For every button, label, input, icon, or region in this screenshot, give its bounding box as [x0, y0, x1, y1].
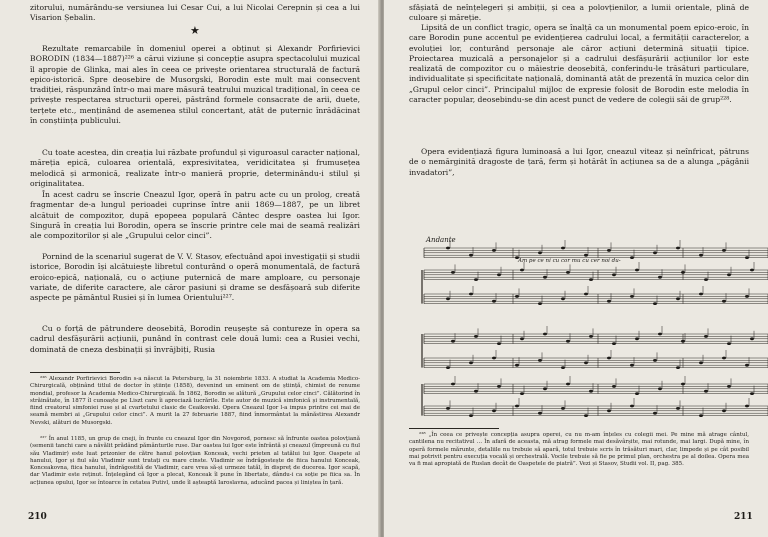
- note-head: [497, 342, 501, 345]
- score-staves: [422, 240, 768, 417]
- score-lyrics: Am pe ce ni cu cor mu cu cer noi du-: [518, 258, 621, 264]
- note-head: [451, 383, 455, 386]
- note-head: [515, 364, 519, 367]
- note-head: [474, 278, 478, 281]
- note-head: [653, 412, 657, 415]
- note-head: [607, 249, 611, 252]
- note-head: [653, 251, 657, 254]
- note-head: [676, 247, 680, 250]
- note-head: [538, 359, 542, 362]
- note-head: [492, 249, 496, 252]
- note-head: [492, 357, 496, 360]
- note-head: [515, 295, 519, 298]
- note-head: [538, 302, 542, 305]
- note-head: [584, 361, 588, 364]
- note-head: [722, 357, 726, 360]
- note-head: [653, 359, 657, 362]
- note-head: [497, 273, 501, 276]
- note-head: [676, 297, 680, 300]
- note-head: [520, 392, 524, 395]
- note-head: [745, 405, 749, 408]
- note-head: [589, 278, 593, 281]
- note-head: [469, 414, 473, 417]
- note-head: [612, 385, 616, 388]
- note-head: [520, 337, 524, 340]
- paragraph-borodin-intro: Rezultate remarcabile în domeniul operei a obținut și Alexandr Porfirievici BORODIN (1834—1887)²²⁶ a cărui viziune și concepție asupra spectacolului muzical îl apropie de Glinka, mai ales în ceea ce privește orientarea structurală de factură epico-istorică. Spre deosebire de Musorgski, Borodin este mult mai consecvent tradiției, răspunzând într-o mai mare măsură teatrului muzical tradițional, în ceea ce privește respectarea structurii operei, păstrând formele consacrate de arii, duete, terțete etc., menținând de asemenea stilul concertant, atât de puternic înrădăcinat în conștiința publicului.: [30, 44, 360, 126]
- note-head: [469, 254, 473, 257]
- note-head: [704, 335, 708, 338]
- footnote-separator-right: [409, 428, 499, 429]
- note-head: [676, 366, 680, 369]
- note-head: [497, 385, 501, 388]
- note-head: [538, 251, 542, 254]
- note-head: [727, 385, 731, 388]
- page-number-right: 211: [734, 512, 753, 522]
- note-head: [699, 414, 703, 417]
- page-number-left: 210: [28, 512, 47, 522]
- note-head: [607, 357, 611, 360]
- note-head: [607, 300, 611, 303]
- note-head: [474, 335, 478, 338]
- footnote-226: ²²⁶ Alexandr Porfirievici Borodin s-a născut la Petersburg, la 31 noiembrie 1833. A studiat la Academia Medico-Chirurgicală, obținând titlul de doctor în științe (1858), devenind un eminent om de știință, chimist de renume mondial, profesor la Academia Medico-Chirurgicală. În 1862, Borodin se alătură „Grupului celor cinci”. Călătorind în străinătate, în 1877 îl cunoaște pe Liszt care îi apreciază lucrările. Este autor de muzică simfonică și instrumentală, fiind creatorul simfoniei ruse și al cvartetului clasic de Ceaikovski. Opera Cneazul Igor l-a impus printre cei mai de seamă membri ai „Grupului celor cinci”. A murit la 27 februarie 1887, fiind înmormântat la mănăstirea Alexandr Nevski, alături de Musorgski.: [30, 376, 360, 426]
- note-head: [676, 407, 680, 410]
- note-head: [492, 300, 496, 303]
- note-head: [722, 409, 726, 412]
- note-head: [681, 340, 685, 343]
- note-head: [543, 333, 547, 336]
- note-head: [584, 254, 588, 257]
- note-head: [722, 249, 726, 252]
- note-head: [543, 387, 547, 390]
- note-head: [515, 405, 519, 408]
- paragraph-igor-figure: Opera evidențiază figura luminoasă a lui Igor, cneazul viteaz și neînfricat, pătruns de o nemărginită dragoste de țară, ferm și hotărât în acțiunea sa de a alunga „păgânii invadatori”,: [409, 147, 749, 177]
- note-head: [584, 293, 588, 296]
- note-head: [699, 361, 703, 364]
- note-head: [446, 366, 450, 369]
- note-head: [658, 276, 662, 279]
- note-head: [446, 247, 450, 250]
- note-head: [704, 390, 708, 393]
- paragraph-stasov-scenario: Pornind de la scenariul sugerat de V. V. Stasov, efectuând apoi investigații și studii istorice, Borodin își alcătuiește libretul conturând o operă monumentală, de factură eroico-epică, națională, cu o acțiune puternică de mare amploare, cu personaje variate, de diferite caractere, ale căror pasiuni și drame se desfășoară sub diferite aspecte pe pământul Rusiei și în lumea Orientului²²⁷.: [30, 252, 360, 303]
- note-head: [538, 412, 542, 415]
- paragraph-continuation: sfâșiată de neînțelegeri și ambiții, și cea a polovțienilor, a lumii orientale, plină de culoare și măreție.: [409, 3, 749, 23]
- note-head: [699, 254, 703, 257]
- note-head: [561, 407, 565, 410]
- note-head: [681, 383, 685, 386]
- note-head: [566, 271, 570, 274]
- note-head: [520, 269, 524, 272]
- section-separator: ★: [190, 24, 200, 37]
- left-page: [0, 0, 380, 537]
- note-head: [630, 256, 634, 259]
- note-head: [630, 364, 634, 367]
- note-head: [612, 342, 616, 345]
- note-head: [699, 293, 703, 296]
- note-head: [584, 414, 588, 417]
- paragraph-epic-poem: Lipsită de un conflict tragic, opera se înalță ca un monumental poem epico-eroic, în care Borodin pune accentul pe evidențierea cadrului local, a fermității caracterelor, a evoluției lor, conturând personaje ale căror acțiuni determină situații tipice. Proiectarea muzicală a personajelor și a cadrului desfășurării acțiunilor lor este realizată de compozitor cu o măiestrie deosebită, conferindu-le trăsături particulare, individualitate și specificitate națională, dominantă atât de prezentă în muzica celor din „Grupul celor cinci”. Principalul mijloc de expresie folosit de Borodin este melodia în caracter popular, deosebindu-se din acest punct de vedere de colegii săi de grup²²⁸.: [409, 23, 749, 105]
- note-head: [635, 392, 639, 395]
- paragraph-national-character: Cu toate acestea, din creația lui răzbate profundul și viguroasul caracter național, măreția epică, culoarea orientală, expresivitatea, veridicitatea și frumusețea melodică și armonică, realizate într-o manieră proprie, determinându-i stilul și originalitatea.: [30, 148, 360, 188]
- note-head: [451, 271, 455, 274]
- music-score: [418, 234, 768, 424]
- note-head: [658, 333, 662, 336]
- note-head: [745, 256, 749, 259]
- note-head: [635, 337, 639, 340]
- note-head: [561, 247, 565, 250]
- note-head: [630, 405, 634, 408]
- note-head: [469, 361, 473, 364]
- note-head: [589, 390, 593, 393]
- note-head: [589, 335, 593, 338]
- note-head: [727, 273, 731, 276]
- note-head: [451, 340, 455, 343]
- note-head: [727, 342, 731, 345]
- paragraph-two-worlds: Cu o forță de pătrundere deosebită, Borodin reușește să contureze în opera sa cadrul desfășurării acțiunii, punând în contrast cele două lumi: cea a Rusiei vechi, dominată de cneza desbinații și învrăjbiți, Rusia: [30, 324, 360, 354]
- note-head: [745, 364, 749, 367]
- note-head: [607, 409, 611, 412]
- note-head: [750, 392, 754, 395]
- note-head: [653, 302, 657, 305]
- paragraph-cneazul-igor: În acest cadru se înscrie Cneazul Igor, operă în patru acte cu un prolog, creată fragmentar de-a lungul perioadei cuprinse între anii 1869—1887, pe un libret alcătuit de compozitor, după epopeea populară Cântec despre oastea lui Igor. Singură în creația lui Borodin, opera se înscrie printre cele mai de seamă realizări ale compozitorilor și ale „Grupului celor cinci”.: [30, 190, 360, 241]
- note-head: [492, 409, 496, 412]
- note-head: [469, 293, 473, 296]
- note-head: [750, 269, 754, 272]
- note-head: [561, 297, 565, 300]
- note-head: [543, 276, 547, 279]
- note-head: [635, 269, 639, 272]
- left-top-lines: zitorului, numărându-se versiunea lui Cesar Cui, a lui Nicolai Cerepnin și cea a lui Visarion Șebalin.: [30, 3, 360, 23]
- note-head: [446, 297, 450, 300]
- score-tempo-marking: Andante: [426, 236, 456, 244]
- footnote-227: ²²⁷ În anul 1185, un grup de cneji, în frunte cu cneazul Igor din Novgorod, pornesc să înfrunte oastea polovțiană (semenii tanchi care a năvălit prădând pământurile ruse. Dar oastea lui Igor este înfrântă și cneazul (împreună cu fiul său Vladimir) este luat prizonier de către hanul polovțian Konceak, vechi prieten al tatălui lui Igor. Oaspete al hanului, Igor și fiul său Vladimir sunt tratați cu mare cinste. Vladimir se îndrăgostește de fiica hanului Konceak, Konceakovna, fiica hanului, îndrăgostită de Vladimir, care vrea să-și urmeze tatăl, în dispreț de ducerea. Igor scapă, dar Vladimir este reținut. Înțelegând că Igor a plecat, Konceak îl pune în libertate, dându-i ca soție pe fiica sa. În acțiunea opului, Igor se întoarce în cetatea Putivl, unde îl așteaptă Iaroslavna, aducând pacea și liniștea în țară.: [30, 436, 360, 486]
- footnote-separator: [30, 372, 120, 373]
- note-head: [750, 337, 754, 340]
- note-head: [658, 387, 662, 390]
- note-head: [630, 295, 634, 298]
- note-head: [612, 273, 616, 276]
- note-head: [704, 278, 708, 281]
- note-head: [566, 383, 570, 386]
- note-head: [561, 366, 565, 369]
- note-head: [681, 271, 685, 274]
- note-head: [566, 340, 570, 343]
- note-head: [474, 390, 478, 393]
- footnote-228: ²²⁸ „În ceea ce privește concepția asupra operei, cu nu m-am înțeles cu colegii mei. Pe mine mă atrage cântul, cantilena nu recitativul … În afară de aceasta, mă atrag formele mai desăvârșite, mai rotunde, mai largi. După mine, în operă formele mărunte, detaliile nu trebuie să apară, totul trebuie scris în trăsături mari, clar, limpede și pe cât posibil mai potrivit pentru execuția vocală și orchestrală. Vocile trebuie să fie pe primul plan, orchestra pe al doilea. Opera mea va fi mai apropiată de Ruslan decât de Oaspetele de piatră”. Vezi și Stasov, Studii vol. II, pag. 385.: [409, 432, 749, 467]
- note-head: [745, 295, 749, 298]
- note-head: [446, 407, 450, 410]
- note-head: [722, 300, 726, 303]
